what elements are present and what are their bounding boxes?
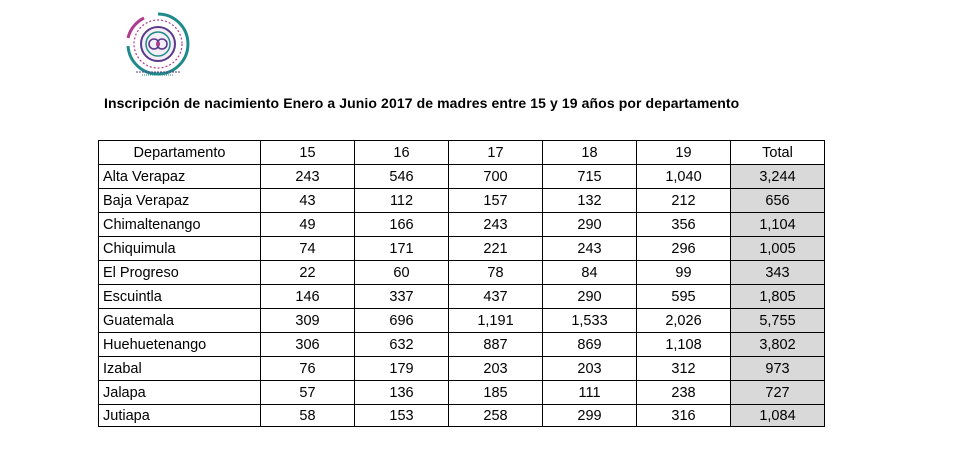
cell-17: 1,191 <box>449 309 543 333</box>
dept-cell: Baja Verapaz <box>99 189 261 213</box>
dept-cell: Alta Verapaz <box>99 165 261 189</box>
cell-17: 185 <box>449 381 543 405</box>
cell-17: 243 <box>449 213 543 237</box>
table-row <box>99 237 825 261</box>
cell-15: 22 <box>261 261 355 285</box>
cell-18: 1,533 <box>543 309 637 333</box>
cell-15: 76 <box>261 357 355 381</box>
dept-cell: Jalapa <box>99 381 261 405</box>
cell-18: 869 <box>543 333 637 357</box>
cell-17: 203 <box>449 357 543 381</box>
cell-15: 306 <box>261 333 355 357</box>
cell-total: 1,005 <box>731 237 825 261</box>
cell-total: 1,805 <box>731 285 825 309</box>
cell-16: 60 <box>355 261 449 285</box>
cell-18: 290 <box>543 285 637 309</box>
column-header-18: 18 <box>543 141 637 165</box>
cell-17: 221 <box>449 237 543 261</box>
cell-19: 316 <box>637 405 731 427</box>
table-row <box>99 381 825 405</box>
cell-18: 84 <box>543 261 637 285</box>
cell-16: 153 <box>355 405 449 427</box>
cell-15: 43 <box>261 189 355 213</box>
cell-15: 243 <box>261 165 355 189</box>
dept-cell: Escuintla <box>99 285 261 309</box>
cell-16: 546 <box>355 165 449 189</box>
page-title: Inscripción de nacimiento Enero a Junio 2017 de madres entre 15 y 19 años por departamento <box>104 95 740 111</box>
cell-19: 238 <box>637 381 731 405</box>
cell-16: 632 <box>355 333 449 357</box>
cell-15: 58 <box>261 405 355 427</box>
table-header-row <box>99 141 825 165</box>
table-row <box>99 309 825 333</box>
table-row <box>99 333 825 357</box>
cell-16: 337 <box>355 285 449 309</box>
dept-cell: Guatemala <box>99 309 261 333</box>
cell-18: 299 <box>543 405 637 427</box>
cell-19: 296 <box>637 237 731 261</box>
cell-total: 1,084 <box>731 405 825 427</box>
cell-18: 203 <box>543 357 637 381</box>
column-header-19: 19 <box>637 141 731 165</box>
cell-18: 111 <box>543 381 637 405</box>
cell-16: 112 <box>355 189 449 213</box>
cell-19: 212 <box>637 189 731 213</box>
cell-15: 57 <box>261 381 355 405</box>
table-row <box>99 261 825 285</box>
cell-total: 5,755 <box>731 309 825 333</box>
cell-17: 887 <box>449 333 543 357</box>
cell-18: 132 <box>543 189 637 213</box>
column-header-16: 16 <box>355 141 449 165</box>
cell-total: 656 <box>731 189 825 213</box>
cell-17: 258 <box>449 405 543 427</box>
dept-cell: Izabal <box>99 357 261 381</box>
cell-16: 171 <box>355 237 449 261</box>
cell-19: 1,040 <box>637 165 731 189</box>
cell-19: 595 <box>637 285 731 309</box>
cell-17: 700 <box>449 165 543 189</box>
column-header-total: Total <box>731 141 825 165</box>
births-table <box>98 140 825 427</box>
cell-15: 49 <box>261 213 355 237</box>
column-header-departamento: Departamento <box>99 141 261 165</box>
dept-cell: El Progreso <box>99 261 261 285</box>
dept-cell: Chiquimula <box>99 237 261 261</box>
cell-15: 74 <box>261 237 355 261</box>
cell-17: 157 <box>449 189 543 213</box>
dept-cell: Jutiapa <box>99 405 261 427</box>
cell-total: 3,244 <box>731 165 825 189</box>
cell-19: 356 <box>637 213 731 237</box>
cell-16: 166 <box>355 213 449 237</box>
cell-18: 243 <box>543 237 637 261</box>
cell-19: 99 <box>637 261 731 285</box>
dept-cell: Chimaltenango <box>99 213 261 237</box>
column-header-17: 17 <box>449 141 543 165</box>
cell-total: 727 <box>731 381 825 405</box>
cell-19: 1,108 <box>637 333 731 357</box>
cell-15: 309 <box>261 309 355 333</box>
cell-16: 179 <box>355 357 449 381</box>
cell-18: 715 <box>543 165 637 189</box>
cell-19: 2,026 <box>637 309 731 333</box>
table-row <box>99 189 825 213</box>
cell-18: 290 <box>543 213 637 237</box>
table-row <box>99 285 825 309</box>
cell-total: 1,104 <box>731 213 825 237</box>
cell-total: 3,802 <box>731 333 825 357</box>
cell-total: 343 <box>731 261 825 285</box>
column-header-15: 15 <box>261 141 355 165</box>
table-row <box>99 405 825 427</box>
table-row <box>99 357 825 381</box>
institution-logo <box>114 8 202 78</box>
cell-19: 312 <box>637 357 731 381</box>
cell-total: 973 <box>731 357 825 381</box>
table-row <box>99 213 825 237</box>
cell-17: 437 <box>449 285 543 309</box>
cell-16: 136 <box>355 381 449 405</box>
cell-15: 146 <box>261 285 355 309</box>
cell-17: 78 <box>449 261 543 285</box>
table-row <box>99 165 825 189</box>
dept-cell: Huehuetenango <box>99 333 261 357</box>
cell-16: 696 <box>355 309 449 333</box>
